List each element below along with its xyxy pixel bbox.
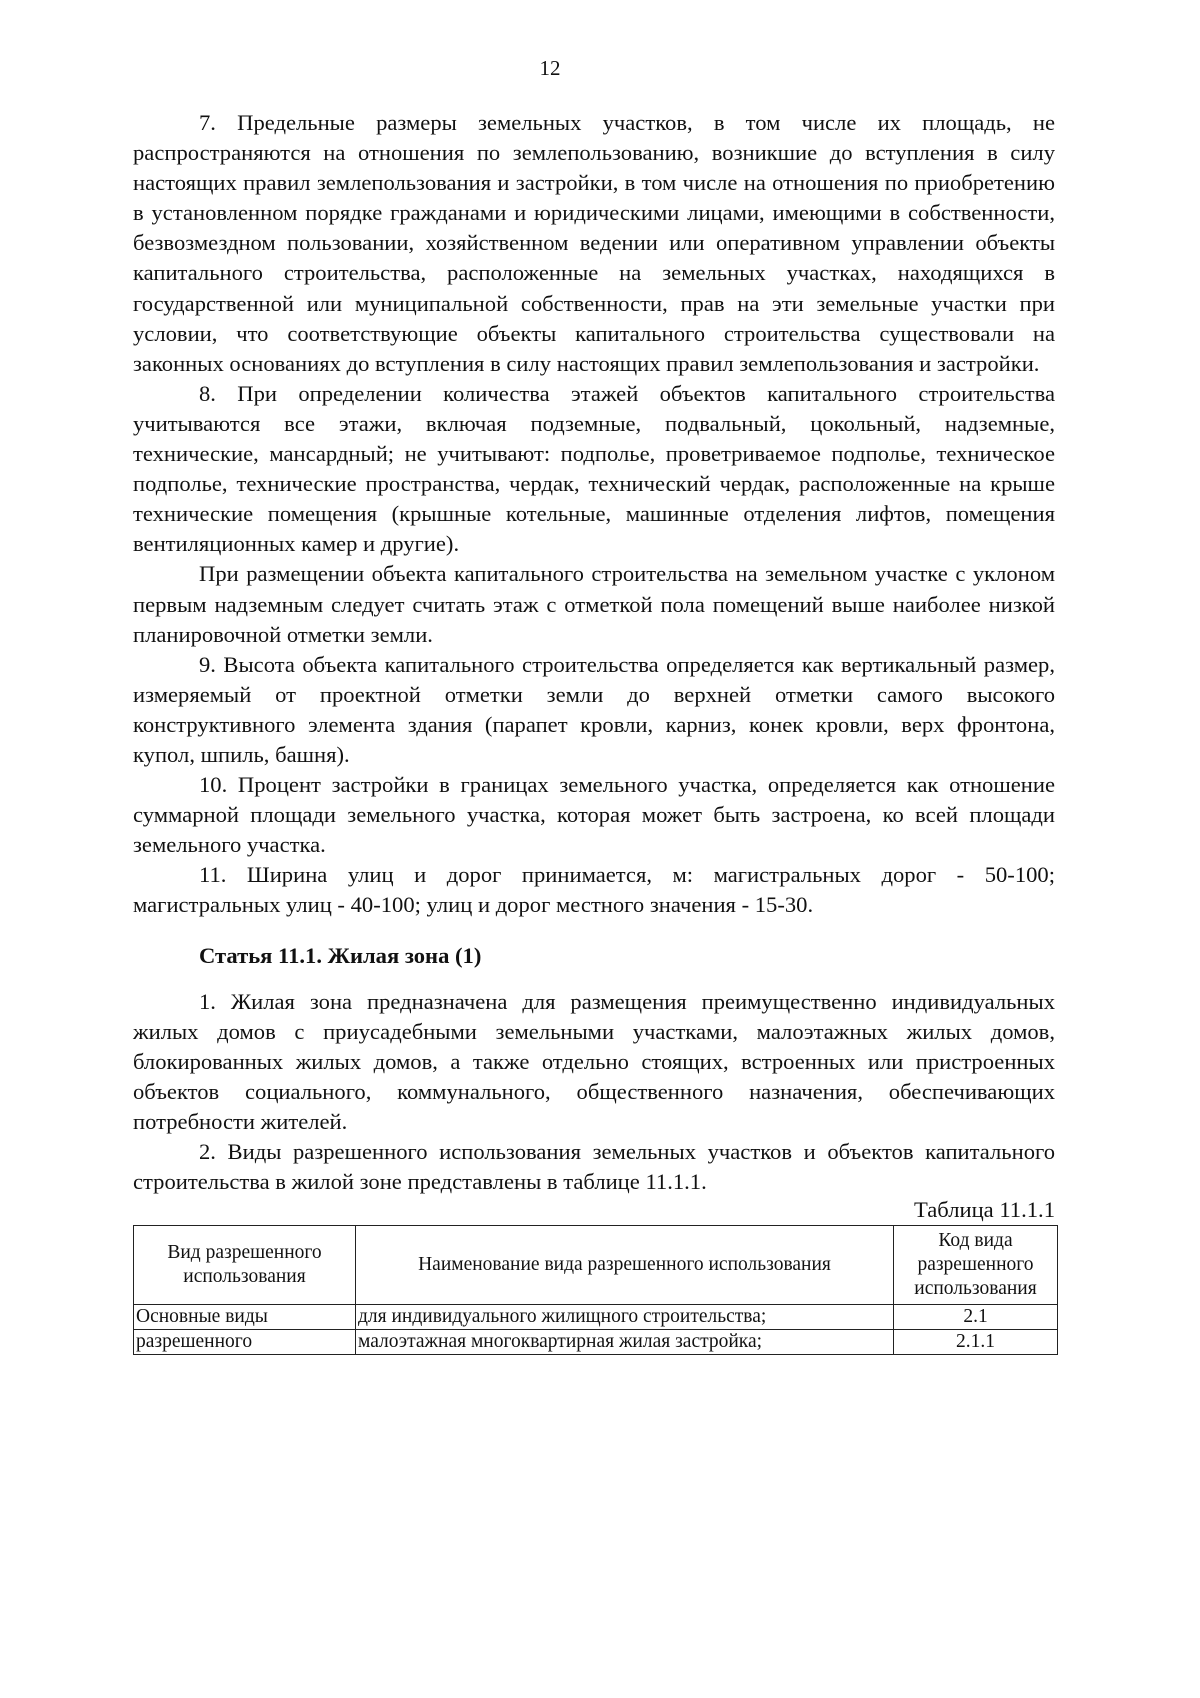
- use-code-cell: 2.1: [894, 1305, 1058, 1330]
- zone-paragraph-1: 1. Жилая зона предназначена для размещения преимущественно индивидуальных жилых домов с приусадебными земельными участками, малоэтажных жилых домов, блокированных жилых домов, а также отдельно стоящих, встроенных или пристроенных объектов социального, коммунального, общественного назначения, обеспечивающих потребности жителей.: [133, 988, 1055, 1134]
- paragraph-11: 11. Ширина улиц и дорог принимается, м: магистральных дорог - 50-100; магистральных улиц - 40-100; улиц и дорог местного значения - 15-30.: [133, 862, 1055, 918]
- group-label-line1: Основные виды: [134, 1305, 356, 1330]
- article-heading: Статья 11.1. Жилая зона (1): [199, 942, 482, 968]
- table-row: [134, 1330, 1058, 1355]
- table-caption: Таблица 11.1.1: [914, 1197, 1055, 1223]
- table-header-row: [134, 1226, 1058, 1305]
- zone-paragraph-2: 2. Виды разрешенного использования земельных участков и объектов капитального строительства в жилой зоне представлены в таблице 11.1.1.: [133, 1139, 1055, 1195]
- document-body: [133, 108, 1055, 1355]
- use-name-cell: малоэтажная многоквартирная жилая застройка;: [356, 1330, 894, 1355]
- paragraph-7: 7. Предельные размеры земельных участков, в том числе их площадь, не распространяются на отношения по землепользованию, возникшие до вступления в силу настоящих правил землепользования и застройки, в том числе на отношения по приобретению в установленном порядке гражданами и юридическими лицами, имеющими в собственности, безвозмездном пользовании, хозяйственном ведении или оперативном управлении объекты капитального строительства, расположенные на земельных участках, находящихся в государственной или муниципальной собственности, прав на эти земельные участки при условии, что соответствующие объекты капитального строительства существовали на законных основаниях до вступления в силу настоящих правил землепользования и застройки.: [133, 110, 1055, 376]
- use-code-cell: 2.1.1: [894, 1330, 1058, 1355]
- group-label-line2: разрешенного: [134, 1330, 356, 1355]
- permitted-use-table: [133, 1225, 1058, 1355]
- header-use-name: Наименование вида разрешенного использования: [356, 1226, 894, 1305]
- paragraph-10: 10. Процент застройки в границах земельного участка, определяется как отношение суммарной площади земельного участка, которая может быть застроена, ко всей площади земельного участка.: [133, 772, 1055, 858]
- paragraph-8: 8. При определении количества этажей объектов капитального строительства учитываются все этажи, включая подземные, подвальный, цокольный, надземные, технические, мансардный; не учитывают: подполье, проветриваемое подполье, техническое подполье, технические пространства, чердак, технический чердак, расположенные на крыше технические помещения (крышные котельные, машинные отделения лифтов, помещения вентиляционных камер и другие).: [133, 380, 1055, 557]
- table-row: [134, 1305, 1058, 1330]
- use-name-cell: для индивидуального жилищного строительства;: [356, 1305, 894, 1330]
- header-use-code: Код вида разрешенного использования: [894, 1226, 1058, 1305]
- paragraph-9: 9. Высота объекта капитального строительства определяется как вертикальный размер, измеряемый от проектной отметки земли до верхней отметки самого высокого конструктивного элемента здания (парапет кровли, карниз, конек кровли, верх фронтона, купол, шпиль, башня).: [133, 651, 1055, 767]
- page-number: 12: [539, 56, 561, 80]
- paragraph-8-note: При размещении объекта капитального строительства на земельном участке с уклоном первым надземным следует считать этаж с отметкой пола помещений выше наиболее низкой планировочной отметки земли.: [133, 561, 1055, 647]
- header-use-type: Вид разрешенного использования: [134, 1226, 356, 1305]
